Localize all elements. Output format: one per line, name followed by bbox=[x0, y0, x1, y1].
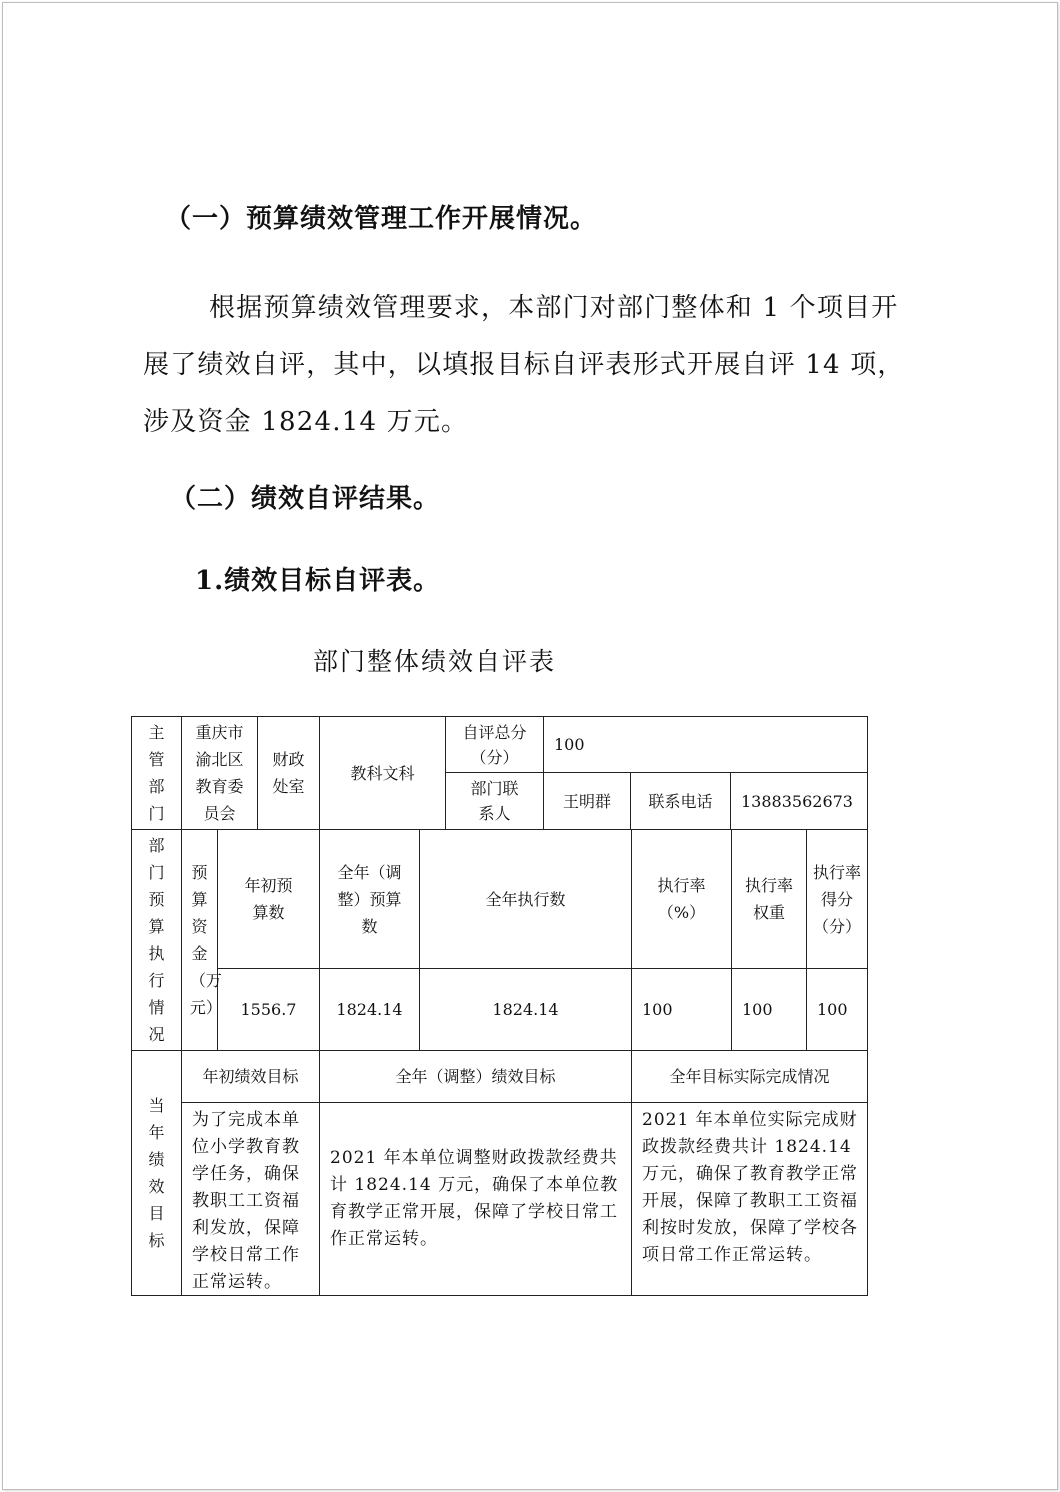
self-evaluation-table bbox=[131, 716, 868, 1296]
goal-col2-label: 全年（调整）绩效目标 bbox=[395, 1067, 556, 1086]
budget-funds-cell bbox=[182, 830, 222, 1051]
contact-name: 王明群 bbox=[562, 791, 611, 811]
col-rate-label: 执行率（%） bbox=[657, 876, 706, 922]
section-heading-3: 1.绩效目标自评表。 bbox=[195, 566, 441, 596]
val-adjusted-cell bbox=[320, 969, 420, 1051]
goal-col1-cell bbox=[182, 1051, 320, 1103]
col-rate-cell bbox=[632, 830, 732, 969]
val-rate: 100 bbox=[642, 1000, 673, 1019]
val-score-cell bbox=[807, 969, 868, 1051]
val-adjusted: 1824.14 bbox=[336, 1000, 403, 1019]
val-executed-cell bbox=[420, 969, 632, 1051]
val-score: 100 bbox=[817, 1000, 848, 1019]
goal-text2: 2021 年本单位调整财政拨款经费共计 1824.14 万元，确保了本单位教育教学正常开展，保障了学校日常工作正常运转。 bbox=[330, 1148, 619, 1249]
goal-text3-cell bbox=[632, 1103, 868, 1295]
goal-col3-cell bbox=[632, 1051, 868, 1103]
office-name-cell bbox=[320, 717, 446, 830]
budget-section-cell bbox=[132, 830, 182, 1051]
contact-label-cell bbox=[446, 773, 544, 830]
col-executed-label: 全年执行数 bbox=[485, 889, 566, 909]
contact-label: 部门联系人 bbox=[470, 779, 519, 823]
contact-name-cell bbox=[544, 773, 631, 830]
dept-name-cell bbox=[182, 717, 258, 830]
goal-text2-cell bbox=[320, 1103, 632, 1295]
dept-label: 主管部门 bbox=[148, 723, 165, 823]
val-rate-cell bbox=[632, 969, 732, 1051]
office-label: 财政处室 bbox=[272, 750, 305, 796]
goal-text1-cell bbox=[182, 1103, 320, 1295]
col-executed-cell bbox=[420, 830, 632, 969]
budget-funds-label: 预算资金（万元） bbox=[189, 863, 222, 1017]
budget-section-label: 部门预算执行情况 bbox=[148, 836, 165, 1044]
score-label: 自评总分（分） bbox=[462, 722, 527, 767]
goal-text1: 为了完成本单位小学教育教学任务，确保教职工工资福利发放，保障学校日常工作正常运转。 bbox=[192, 1110, 300, 1292]
col-initial-label: 年初预算数 bbox=[244, 876, 293, 922]
phone-value-cell bbox=[731, 773, 868, 830]
score-value-cell bbox=[544, 717, 868, 773]
section-heading-1: （一）预算绩效管理工作开展情况。 bbox=[165, 204, 598, 234]
table-title: 部门整体绩效自评表 bbox=[313, 647, 557, 676]
col-score-label: 执行率得分（分） bbox=[813, 862, 862, 936]
phone-value: 13883562673 bbox=[741, 791, 853, 811]
paragraph-text: 根据预算绩效管理要求，本部门对部门整体和 1 个项目开展了绩效自评，其中，以填报目标自评表形式开展自评 14 项，涉及资金 1824.14 万元。 bbox=[143, 293, 905, 437]
col-score-cell bbox=[807, 830, 868, 969]
col-initial-cell bbox=[218, 830, 320, 969]
col-adjusted-label: 全年（调整）预算数 bbox=[337, 862, 402, 936]
goal-col3-label: 全年目标实际完成情况 bbox=[669, 1067, 830, 1086]
val-weight: 100 bbox=[742, 1000, 773, 1019]
office-label-cell bbox=[258, 717, 320, 830]
score-label-cell bbox=[446, 717, 544, 773]
office-name: 教科文科 bbox=[350, 763, 415, 783]
val-executed: 1824.14 bbox=[492, 1000, 559, 1019]
goal-section-label: 当年绩效目标 bbox=[148, 1096, 165, 1250]
goal-col2-cell bbox=[320, 1051, 632, 1103]
val-weight-cell bbox=[732, 969, 807, 1051]
col-adjusted-cell bbox=[320, 830, 420, 969]
section-heading-2: （二）绩效自评结果。 bbox=[170, 484, 441, 514]
goal-text3: 2021 年本单位实际完成财政拨款经费共计 1824.14 万元，确保了教育教学正常开展，保障了教职工工资福利按时发放，保障了学校各项日常工作正常运转。 bbox=[642, 1110, 858, 1265]
phone-label: 联系电话 bbox=[648, 791, 713, 811]
goal-section-cell bbox=[132, 1051, 182, 1295]
body-paragraph bbox=[143, 280, 923, 451]
score-value: 100 bbox=[554, 735, 585, 754]
dept-label-cell bbox=[132, 717, 182, 830]
phone-label-cell bbox=[631, 773, 731, 830]
goal-col1-label: 年初绩效目标 bbox=[202, 1067, 299, 1086]
dept-name: 重庆市渝北区教育委员会 bbox=[195, 723, 244, 823]
col-weight-cell bbox=[732, 830, 807, 969]
val-initial-cell bbox=[218, 969, 320, 1051]
col-weight-label: 执行率权重 bbox=[744, 876, 793, 922]
val-initial: 1556.7 bbox=[240, 1000, 297, 1019]
